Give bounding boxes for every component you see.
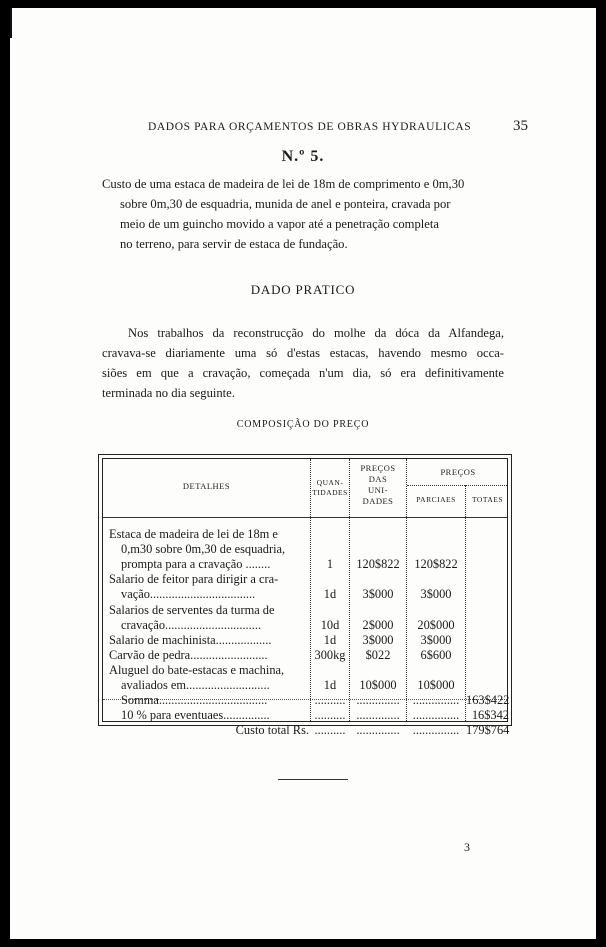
detail-cell: Carvão de pedra......................... <box>109 647 268 662</box>
quantity-cell: 1d <box>323 632 337 647</box>
header-totaes: TOTAES <box>471 495 503 504</box>
total-cell: 163$422 <box>466 693 510 708</box>
detail-cell: cravação............................... <box>121 617 262 632</box>
quantity-cell: 10d <box>320 617 340 632</box>
subheader-rule <box>407 485 507 486</box>
quantity-cell: 300kg <box>314 647 346 662</box>
total-cell: 179$764 <box>466 723 510 738</box>
partial-cell: 120$822 <box>414 557 458 572</box>
detail-cell: Somma................................... <box>121 693 268 708</box>
header-precos-unidades: UNI- <box>368 485 388 495</box>
partial-cell: 6$600 <box>420 647 452 662</box>
header-precos-unidades: DAS <box>368 474 388 484</box>
table-row <box>103 678 507 693</box>
intro-line: sobre 0m,30 de esquadria, munida de anel e ponteira, cravada por <box>120 197 451 211</box>
detail-cell: prompta para a cravação ........ <box>121 557 271 572</box>
detail-cell: avaliados em........................... <box>121 678 270 692</box>
dado-pratico-heading: DADO PRATICO <box>250 282 356 297</box>
scan-edge-mark <box>10 8 12 38</box>
table-row <box>103 633 507 648</box>
detail-cell: vação.................................. <box>121 587 256 602</box>
para-line: siões em que a cravação, começada n'um dia, só era definitivamente <box>102 366 504 380</box>
signature-number: 3 <box>464 840 470 854</box>
header-rule <box>103 517 507 518</box>
para-line: terminada no dia seguinte. <box>102 386 235 400</box>
table-row <box>103 542 507 557</box>
quantity-cell: 1d <box>323 678 337 692</box>
table-row <box>103 708 507 723</box>
intro-line: meio de um guincho movido a vapor até a penetração completa <box>120 217 439 231</box>
price-table-inner <box>102 458 510 738</box>
table-row <box>103 693 510 708</box>
para-line: Nos trabalhos da reconstrucção do molhe da dóca da Alfandega, <box>128 326 504 340</box>
end-rule <box>278 779 348 780</box>
unit-price-cell: .............. <box>356 723 400 738</box>
detail-cell: Salario de machinista.................. <box>109 632 272 647</box>
detail-cell: 10 % para eventuaes............... <box>121 708 270 723</box>
partial-cell: 3$000 <box>420 587 452 602</box>
unit-price-cell: 120$822 <box>356 557 400 572</box>
section-number: N.º 5. <box>281 148 325 165</box>
quantity-cell: 1 <box>326 557 334 572</box>
header-precos: PREÇOS <box>440 467 476 477</box>
partial-cell: 10$000 <box>417 678 455 692</box>
document-page <box>10 8 596 939</box>
detail-cell: Estaca de madeira de lei de 18m e <box>109 527 278 541</box>
running-title: DADOS PARA ORÇAMENTOS DE OBRAS HYDRAULICAS <box>148 121 472 133</box>
header-precos-unidades: PREÇOS <box>360 463 396 473</box>
detail-cell: 0,m30 sobre 0m,30 de esquadria, <box>121 542 286 557</box>
composition-title: COMPOSIÇÃO DO PREÇO <box>236 419 370 430</box>
unit-price-cell: .............. <box>356 693 400 708</box>
detail-cell: Aluguel do bate-estacas e machina, <box>109 662 285 677</box>
unit-price-cell: 3$000 <box>362 632 394 647</box>
table-row <box>103 663 507 678</box>
page-number: 35 <box>513 118 528 134</box>
partial-cell: ............... <box>412 723 460 738</box>
table-row <box>103 527 507 542</box>
detail-cell: Salarios de serventes da turma de <box>109 602 275 617</box>
table-row <box>103 572 507 587</box>
table-row <box>103 618 507 633</box>
unit-price-cell: 2$000 <box>362 617 394 632</box>
running-header <box>148 118 528 134</box>
unit-price-cell: 3$000 <box>362 587 394 602</box>
partial-cell: ............... <box>412 708 460 723</box>
price-table <box>98 454 512 738</box>
table-row <box>103 648 507 663</box>
intro-line: no terreno, para servir de estaca de fundação. <box>120 237 348 251</box>
table-row <box>103 603 507 618</box>
body-paragraph <box>102 323 504 403</box>
header-precos-unidades: DADES <box>362 496 394 506</box>
intro-line: Custo de uma estaca de madeira de lei de 18m de comprimento e 0m,30 <box>102 177 465 191</box>
quantity-cell: .......... <box>314 723 346 738</box>
unit-price-cell: .............. <box>356 708 400 723</box>
partial-cell: ............... <box>412 693 460 708</box>
header-detalhes: DETALHES <box>182 481 231 491</box>
table-row <box>103 557 507 572</box>
table-row <box>103 723 510 738</box>
total-cell: 16$342 <box>471 708 509 723</box>
header-parciaes: PARCIAES <box>416 495 456 504</box>
header-quantidades-2: TIDADES <box>312 488 348 497</box>
quantity-cell: 1d <box>323 587 337 602</box>
quantity-cell: .......... <box>314 708 346 723</box>
header-quantidades-1: QUAN- <box>316 478 344 487</box>
detail-cell: Custo total Rs. <box>235 723 309 738</box>
detail-cell: Salario de feitor para dirigir a cra- <box>109 572 279 587</box>
table-row <box>103 587 507 602</box>
partial-cell: 3$000 <box>420 632 452 647</box>
para-line: cravava-se diariamente uma só d'estas estacas, havendo mesmo occa- <box>102 346 504 360</box>
unit-price-cell: $022 <box>365 647 391 662</box>
quantity-cell: .......... <box>314 693 346 708</box>
intro-paragraph <box>102 174 504 254</box>
partial-cell: 20$000 <box>417 617 455 632</box>
unit-price-cell: 10$000 <box>359 678 397 692</box>
